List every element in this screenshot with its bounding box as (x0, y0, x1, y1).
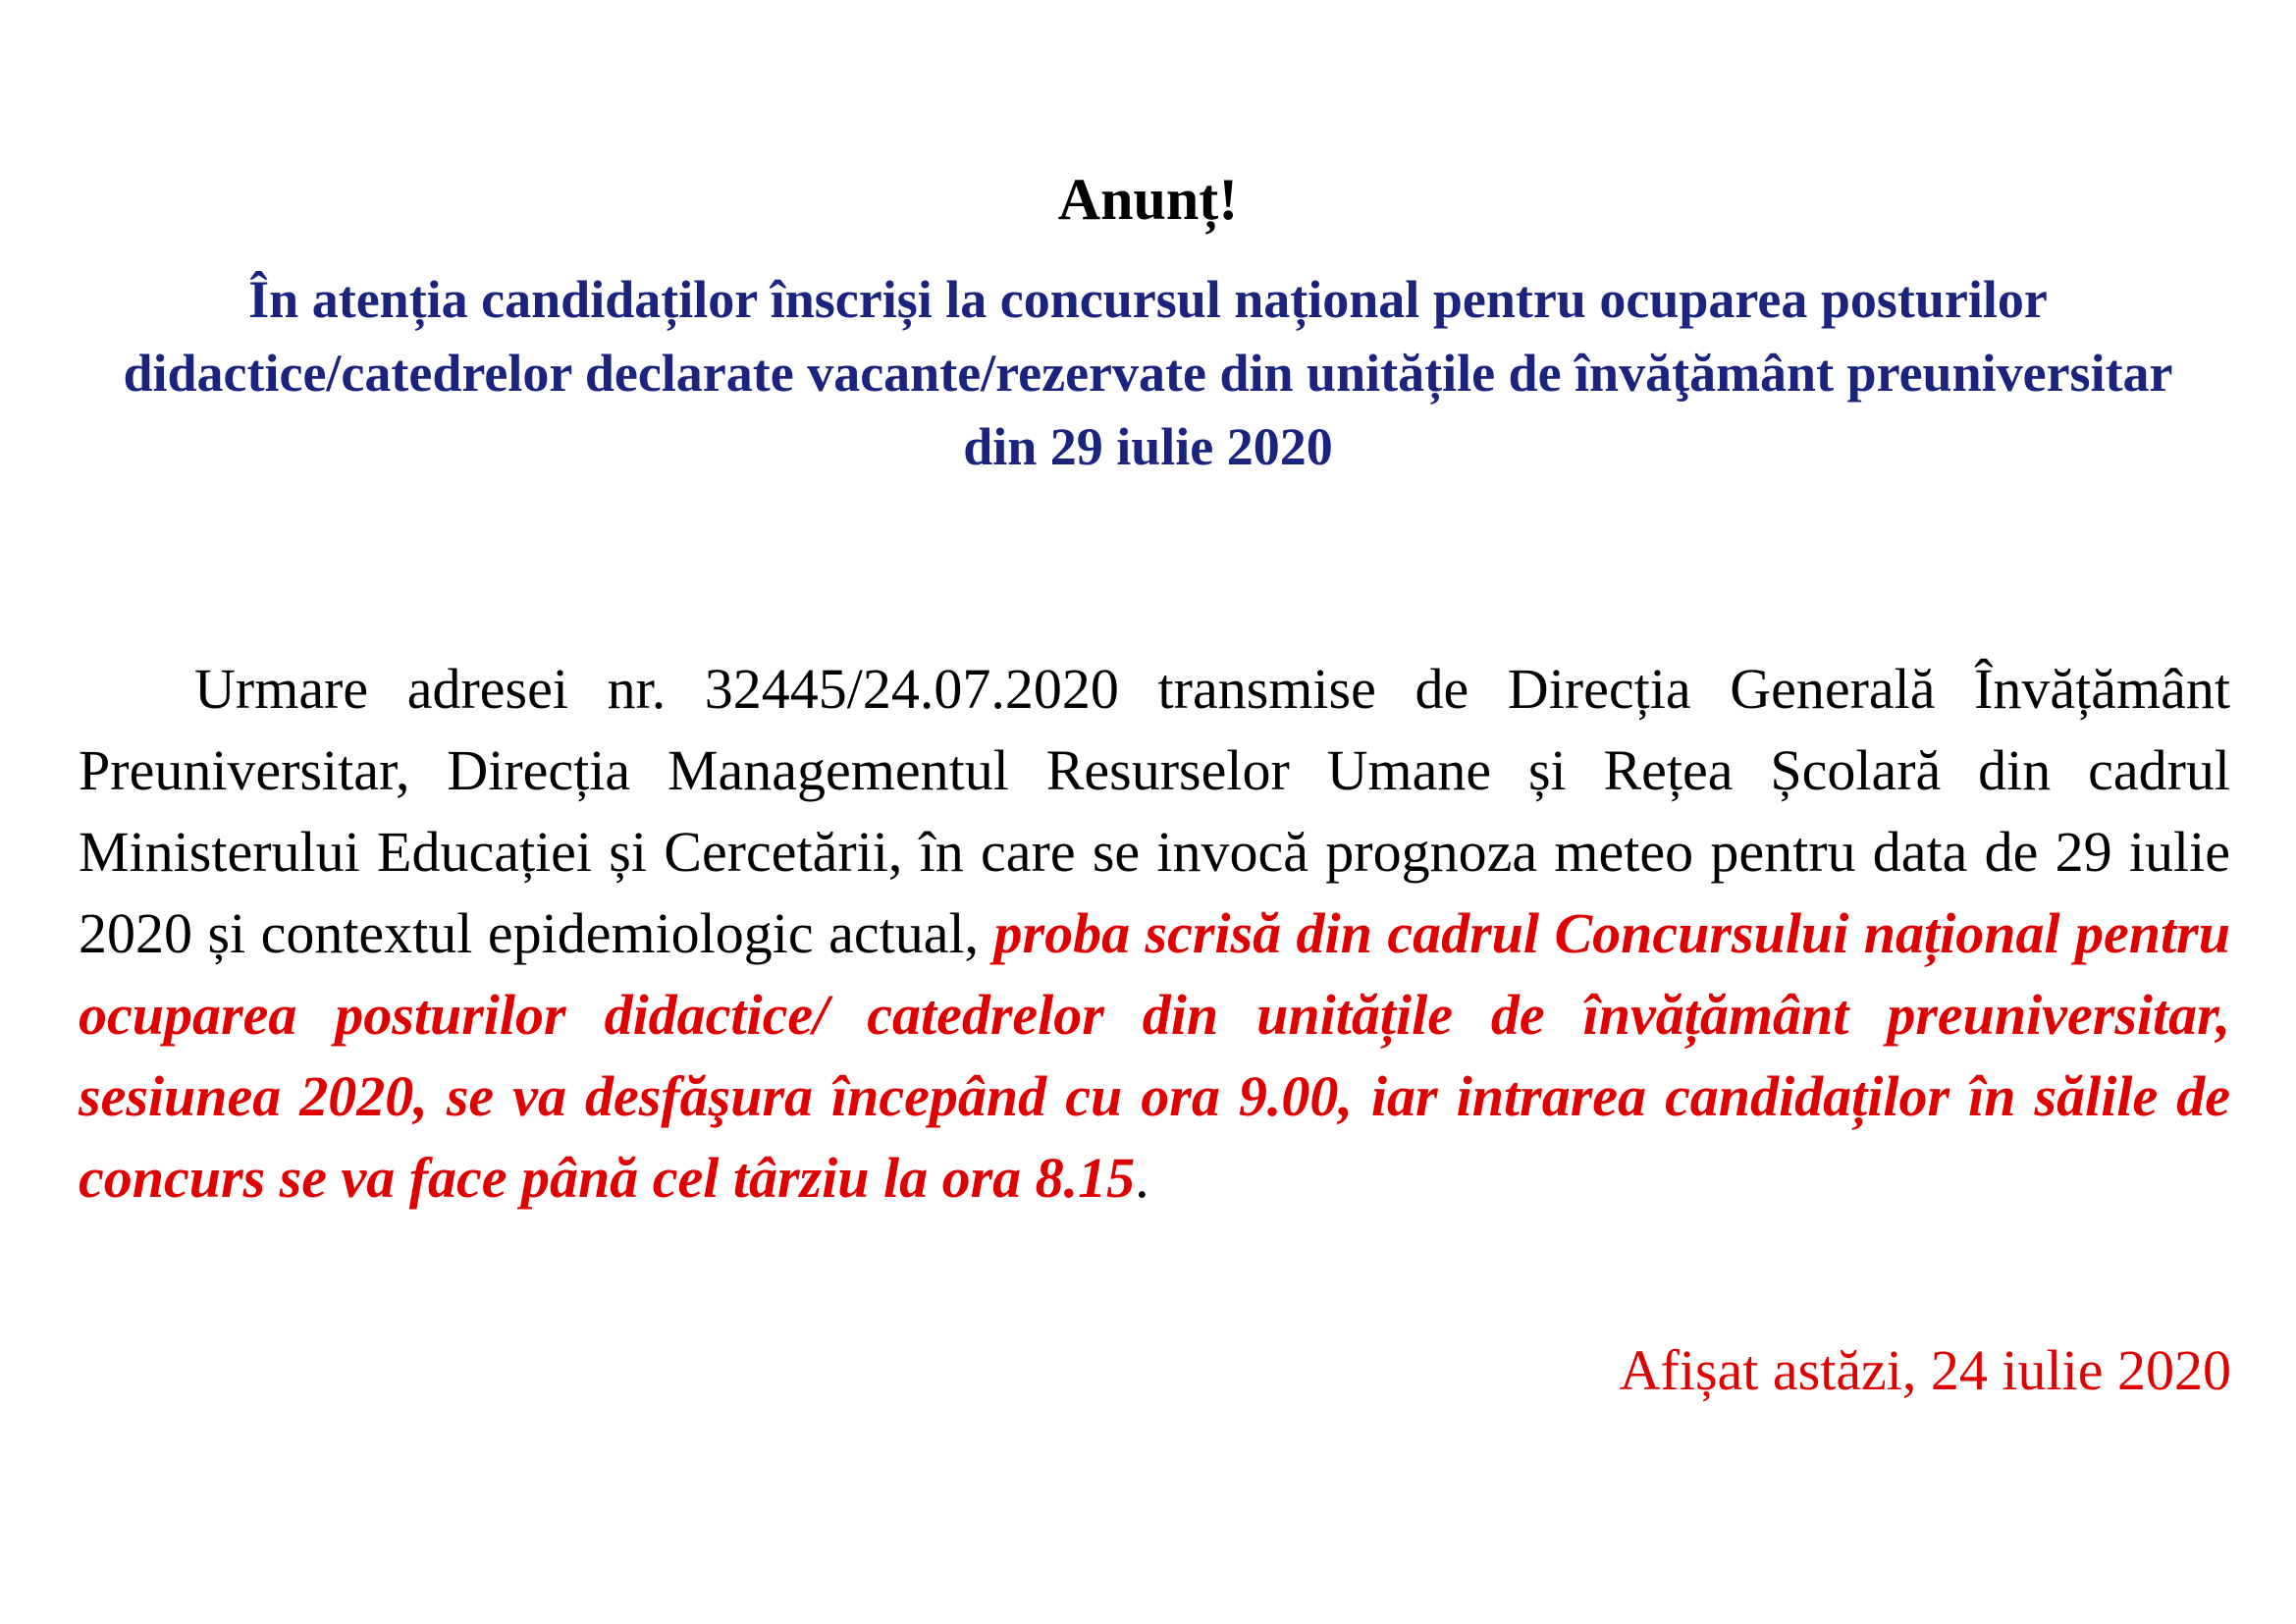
body-highlight-text: proba scrisă din cadrul Concursului național pentru ocuparea posturilor didactice/ catedrelor din unitățile de învățământ preuniversitar, sesiunea 2020, se va desfăşura începând cu ora 9.00, iar intrarea candidaților în sălile de concurs se va face până cel târziu la ora 8.15 (79, 901, 2230, 1210)
body-plain-text: Urmare adresei nr. 32445/24.07.2020 transmise de Direcția Generală Învățământ Preuniversitar, Direcția Managementul Resurselor Umane și Rețea Școlară din cadrul Ministerului Educației și Cercetării, în care se invocă prognoza meteo pentru data de 29 iulie 2020 și contextul epidemiologic actual, (79, 657, 2230, 965)
announcement-title: Anunț! (1057, 167, 1239, 232)
announcement-subtitle: În atenția candidaților înscriși la concursul național pentru ocuparea posturilor didactice/catedrelor declarate vacante/rezervate din unitățile de învăţământ preuniversitar din 29 iulie 2020 (123, 270, 2173, 476)
posted-date: Afișat astăzi, 24 iulie 2020 (1619, 1338, 2231, 1402)
announcement-body (79, 648, 2230, 1218)
body-end-punctuation: . (1135, 1146, 1149, 1210)
